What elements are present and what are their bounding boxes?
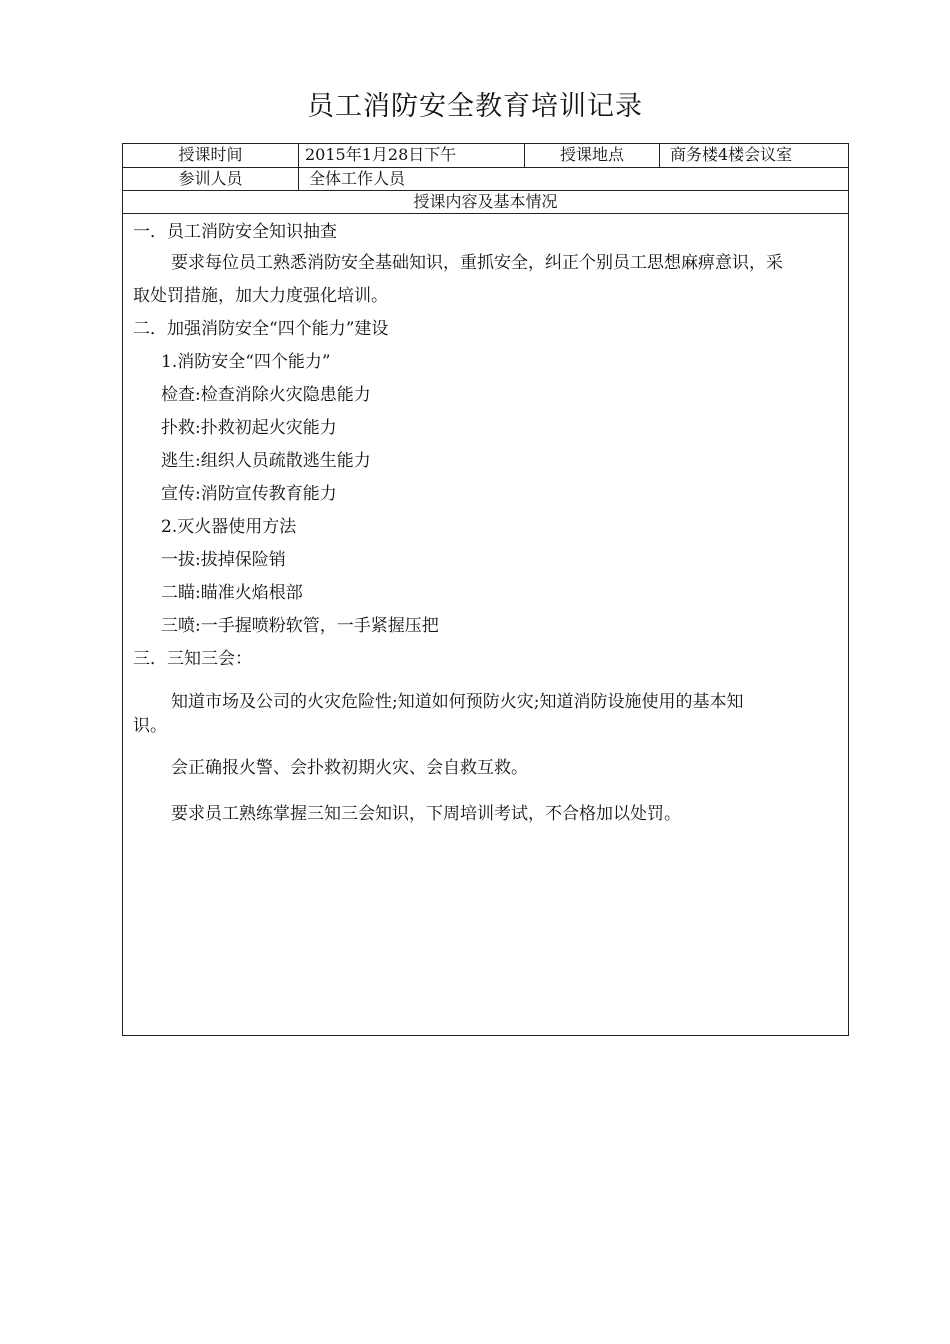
ability-item: 宣传:消防宣传教育能力 [161, 484, 337, 504]
participants-label: 参训人员 [123, 168, 299, 190]
content-label: 授课内容及基本情况 [413, 192, 558, 211]
subsection1-title: 1.消防安全“四个能力” [161, 352, 331, 372]
place-label: 授课地点 [525, 144, 660, 167]
row-time-place [123, 144, 848, 168]
time-label: 授课时间 [123, 144, 299, 167]
step-item: 三喷:一手握喷粉软管，一手紧握压把 [161, 616, 439, 636]
participants-value: 全体工作人员 [309, 169, 406, 188]
section3-paragraph-line2: 识。 [133, 716, 167, 736]
time-value: 2015年1月28日下午 [299, 144, 525, 167]
document-title: 员工消防安全教育培训记录 [307, 91, 643, 122]
row-content-header [123, 191, 848, 214]
section1-paragraph-line1: 要求每位员工熟悉消防安全基础知识，重抓安全，纠正个别员工思想麻痹意识，采 [171, 253, 783, 273]
section2-title: 二．加强消防安全“四个能力”建设 [133, 319, 389, 339]
section3-paragraph-line1: 知道市场及公司的火灾危险性;知道如何预防火灾;知道消防设施使用的基本知 [171, 692, 744, 712]
ability-item: 逃生:组织人员疏散逃生能力 [161, 451, 371, 471]
section1-title: 一．员工消防安全知识抽查 [133, 222, 337, 242]
place-value: 商务楼4楼会议室 [670, 145, 793, 164]
ability-item: 扑救:扑救初起火灾能力 [161, 418, 337, 438]
ability-item: 检查:检查消除火灾隐患能力 [161, 385, 371, 405]
section3-paragraph3: 要求员工熟练掌握三知三会知识，下周培训考试，不合格加以处罚。 [171, 804, 681, 824]
step-item: 二瞄:瞄准火焰根部 [161, 583, 303, 603]
section1-paragraph-line2: 取处罚措施，加大力度强化培训。 [133, 286, 388, 306]
row-participants [123, 168, 848, 191]
section3-paragraph2: 会正确报火警、会扑救初期火灾、会自救互救。 [171, 758, 528, 778]
training-record-table [122, 143, 849, 1036]
step-item: 一拔:拔掉保险销 [161, 550, 286, 570]
section3-title: 三．三知三会： [133, 649, 252, 669]
subsection2-title: 2.灭火器使用方法 [161, 517, 297, 537]
